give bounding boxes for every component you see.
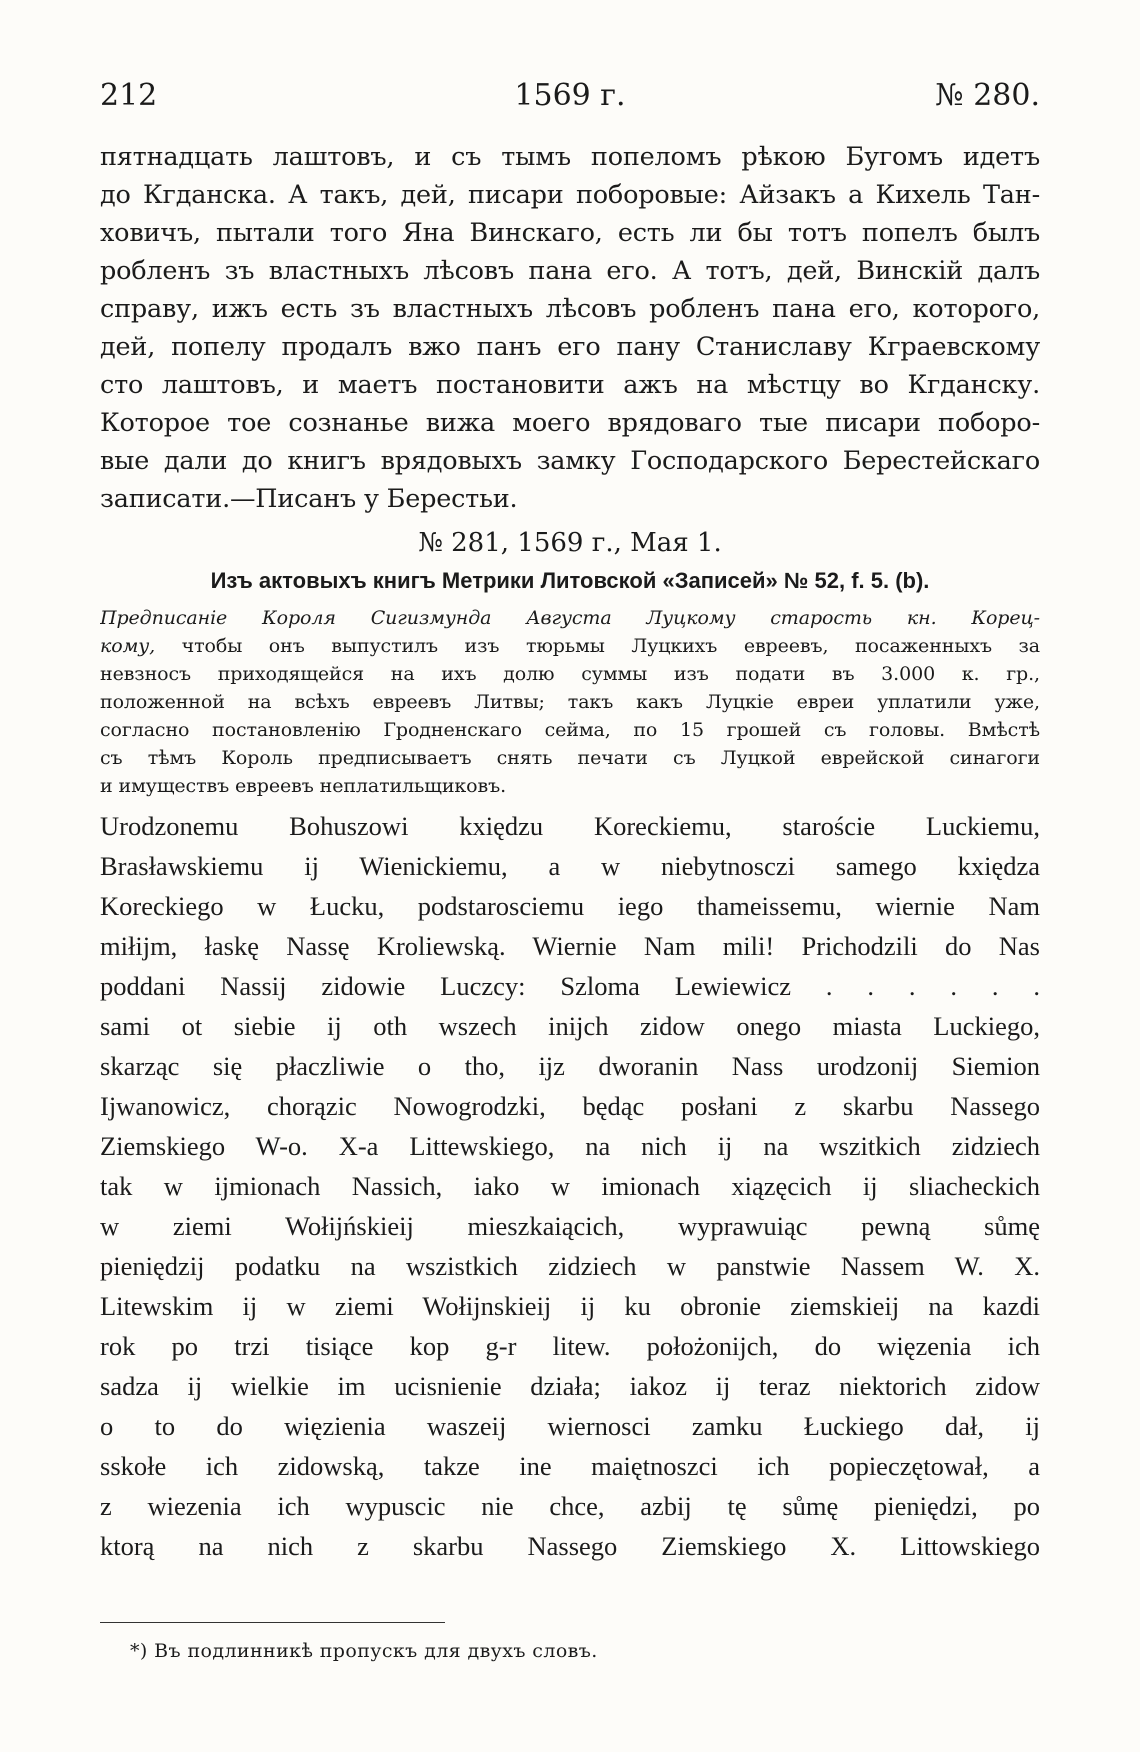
summary-line: положенной на всѣхъ евреевъ Литвы; такъ какъ Луцкіе евреи уплатили уже,	[100, 691, 1040, 713]
summary-line	[100, 632, 1040, 660]
text-line: miłijm, łaskę Nassę Kroliewską. Wiernie Nam mili! Prichodzili do Nas	[100, 931, 1040, 961]
footnote: *) Въ подлинникѣ пропускъ для двухъ словъ.	[130, 1640, 598, 1662]
text-line: tak w ijmionach Nassich, iako w imionach xiązęcich ij sliacheckich	[100, 1171, 1040, 1201]
text-line: ktorą na nich z skarbu Nassego Ziemskiego X. Littowskiego	[100, 1531, 1040, 1561]
text-line: Которое тое сознанье вижа моего врядоваго тые писари поборо-	[100, 408, 1040, 438]
text-line: Brasławskiemu ij Wienickiemu, a w niebytnosczi samego kxiędza	[100, 851, 1040, 881]
summary-line: Предписаніе Короля Сигизмунда Августа Луцкому старость кн. Корец-	[100, 607, 1040, 629]
page-header	[100, 78, 1040, 122]
footnote-divider	[100, 1622, 445, 1623]
text-line: дей, попелу продалъ вжо панъ его пану Станиславу Кграевскому	[100, 332, 1040, 362]
text-line: Ziemskiego W-o. X-a Littewskiego, na nich ij na wszitkich zidziech	[100, 1131, 1040, 1161]
text-line: Urodzonemu Bohuszowi kxiędzu Koreckiemu, staroście Luckiemu,	[100, 811, 1040, 841]
page-number: 212	[100, 78, 158, 113]
text-line: ховичъ, пытали того Яна Винскаго, есть ли бы тотъ попелъ былъ	[100, 218, 1040, 248]
text-line: skarząc się płaczliwie o tho, ijz dworanin Nass urodzonij Siemion	[100, 1051, 1040, 1081]
text-line: до Кгданска. А такъ, дей, писари поборовые: Айзакъ а Кихель Тан-	[100, 180, 1040, 210]
summary-fragment: чтобы онъ выпустилъ изъ тюрьмы Луцкихъ евреевъ, посаженныхъ за	[155, 635, 1040, 657]
text-line: справу, ижъ есть зъ властныхъ лѣсовъ робленъ пана его, которого,	[100, 294, 1040, 324]
source-heading: Изъ актовыхъ книгъ Метрики Литовской «Записей» № 52, f. 5. (b).	[210, 568, 930, 593]
header-year: 1569 г.	[514, 78, 626, 113]
document-heading: № 281, 1569 г., Мая 1.	[418, 528, 722, 558]
summary-line: съ тѣмъ Король предписываетъ снять печати съ Луцкой еврейской синагоги	[100, 747, 1040, 769]
text-line: pieniędzij podatku na wszistkich zidziech w panstwie Nassem W. X.	[100, 1251, 1040, 1281]
text-line: o to do więzienia waszeij wiernosci zamku Łuckiego dał, ij	[100, 1411, 1040, 1441]
summary-line: согласно постановленію Гродненскаго сейма, по 15 грошей съ головы. Вмѣстѣ	[100, 719, 1040, 741]
header-doc-number: № 280.	[935, 78, 1040, 113]
summary-line: и имуществъ евреевъ неплатильщиковъ.	[100, 775, 507, 797]
text-line: пятнадцать лаштовъ, и съ тымъ попеломъ рѣкою Бугомъ идетъ	[100, 142, 1040, 172]
text-line: poddani Nassij zidowie Luczcy: Szloma Lewiewicz . . . . . .	[100, 971, 1040, 1001]
text-line: записати.—Писанъ у Берестьи.	[100, 484, 518, 514]
text-line: sskołe ich zidowską, takze ine maiętnoszci ich popieczętował, a	[100, 1451, 1040, 1481]
summary-italic-fragment: кому,	[100, 635, 156, 657]
text-line: вые дали до книгъ врядовыхъ замку Господарского Берестейскаго	[100, 446, 1040, 476]
text-line: сто лаштовъ, и маетъ постановити ажъ на мѣстцу во Кгданску.	[100, 370, 1040, 400]
text-line: Litewskim ij w ziemi Wołijnskieij ij ku obronie ziemskieij na kazdi	[100, 1291, 1040, 1321]
text-line: робленъ зъ властныхъ лѣсовъ пана его. А тотъ, дей, Винскій далъ	[100, 256, 1040, 286]
text-line: w ziemi Wołijńskieij mieszkaiącich, wyprawuiąc pewną sůmę	[100, 1211, 1040, 1241]
text-line: z wiezenia ich wypuscic nie chce, azbij tę sůmę pieniędzi, po	[100, 1491, 1040, 1521]
text-line: sami ot siebie ij oth wszech inijch zidow onego miasta Luckiego,	[100, 1011, 1040, 1041]
summary-line: невзносъ приходящейся на ихъ долю суммы изъ подати въ 3.000 к. гр.,	[100, 663, 1040, 685]
text-line: Ijwanowicz, chorązic Nowogrodzki, będąc posłani z skarbu Nassego	[100, 1091, 1040, 1121]
text-line: rok po trzi tisiące kop g-r litew. położonijch, do więzenia ich	[100, 1331, 1040, 1361]
text-line: sadza ij wielkie im ucisnienie działa; iakoz ij teraz niektorich zidow	[100, 1371, 1040, 1401]
text-line: Koreckiego w Łucku, podstarosciemu iego thameissemu, wiernie Nam	[100, 891, 1040, 921]
